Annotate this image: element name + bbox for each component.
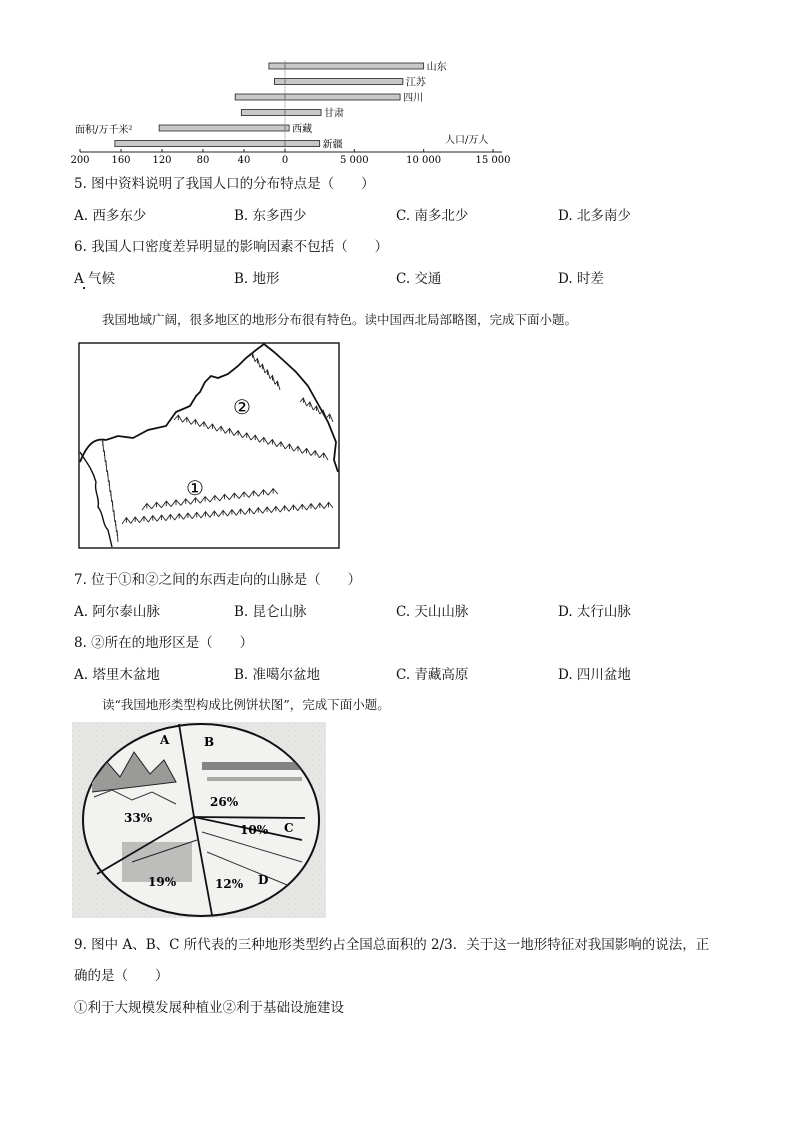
area-population-chart [60,55,520,167]
q6-option-c[interactable]: C. 交通 [396,271,442,287]
question-8-stem: 8. ②所在的地形区是（ ） [74,635,254,651]
left-tick-label: 160 [111,155,131,166]
map-label-2: ② [233,395,251,419]
population-bar [285,94,400,100]
right-tick-label: 5 000 [340,155,369,166]
map-frame [79,343,339,548]
question-6-stem: 6. 我国人口密度差异明显的影响因素不包括（ ） [74,239,389,255]
pie-percent-c: 10% [240,823,269,837]
stray-dot [83,287,85,289]
q7-option-a[interactable]: A. 阿尔泰山脉 [74,604,160,620]
pie-label-c: C [284,821,294,835]
pie-percent-e: 19% [148,875,177,889]
right-tick-label: 10 000 [406,155,442,166]
pie-label-a: A [160,733,170,747]
area-bar [241,110,285,116]
category-label: 西藏 [292,124,313,135]
left-tick-label: 40 [237,155,251,166]
q8-option-b[interactable]: B. 准噶尔盆地 [234,667,321,683]
population-bar [285,63,424,69]
question-9-statement: ①利于大规模发展种植业②利于基础设施建设 [74,1000,344,1016]
left-axis-label: 面积/万千米² [75,125,133,136]
right-tick-label: 15 000 [475,155,511,166]
q5-option-b[interactable]: B. 东多西少 [234,208,307,224]
population-bar [285,79,403,85]
category-label: 四川 [403,93,424,104]
area-bar [269,63,285,69]
q6-option-d[interactable]: D. 时差 [558,271,604,287]
area-bar [274,79,285,85]
pie-percent-d: 12% [215,877,244,891]
pie-intro: 读“我国地形类型构成比例饼状图”，完成下面小题。 [102,697,390,712]
population-bar [285,141,320,147]
category-label: 新疆 [322,139,343,151]
q8-option-c[interactable]: C. 青藏高原 [396,667,469,683]
left-tick-label: 200 [70,155,90,166]
q7-option-c[interactable]: C. 天山山脉 [396,604,469,620]
area-bar [115,141,285,147]
terrain-pie-image [72,722,326,918]
pie-outline [83,724,319,916]
map-label-1: ① [186,476,204,500]
area-bar [235,94,285,100]
map-intro: 我国地域广阔，很多地区的地形分布很有特色。读中国西北局部略图，完成下面小题。 [102,312,578,327]
population-bar [285,110,321,116]
northwest-china-map [78,342,340,549]
sector-line-bc [194,817,305,818]
question-9-stem-line2: 确的是（ ） [74,968,169,984]
question-5-stem: 5. 图中资料说明了我国人口的分布特点是（ ） [74,176,375,192]
q7-option-b[interactable]: B. 昆仑山脉 [234,604,307,620]
pie-label-d: D [258,873,269,887]
question-7-stem: 7. 位于①和②之间的东西走向的山脉是（ ） [74,572,362,588]
pie-percent-b: 26% [210,795,239,809]
pie-label-b: B [204,735,215,749]
q6-option-b[interactable]: B. 地形 [234,271,280,287]
q7-option-d[interactable]: D. 太行山脉 [558,604,631,620]
category-label: 甘肃 [324,108,345,120]
q5-option-c[interactable]: C. 南多北少 [396,208,469,224]
q8-option-a[interactable]: A. 塔里木盆地 [74,667,160,683]
left-tick-label: 80 [196,155,210,166]
area-bar [159,125,285,131]
q6-option-a[interactable]: A 气候 [74,271,116,287]
q8-option-d[interactable]: D. 四川盆地 [558,667,631,683]
q5-option-a[interactable]: A. 西多东少 [74,208,147,224]
left-tick-label: 0 [281,155,289,166]
q5-option-d[interactable]: D. 北多南少 [558,208,631,224]
category-label: 江苏 [405,77,426,89]
population-bar [285,125,289,131]
question-9-stem-line1: 9. 图中 A、B、C 所代表的三种地形类型约占全国总面积的 2/3．关于这一地形特征对我国影响的说法，正 [74,937,710,953]
pie-percent-a: 33% [124,811,153,825]
right-axis-label: 人口/万人 [445,135,489,146]
left-tick-label: 120 [152,155,172,166]
category-label: 山东 [426,62,447,73]
plateau-sketch [202,762,302,770]
